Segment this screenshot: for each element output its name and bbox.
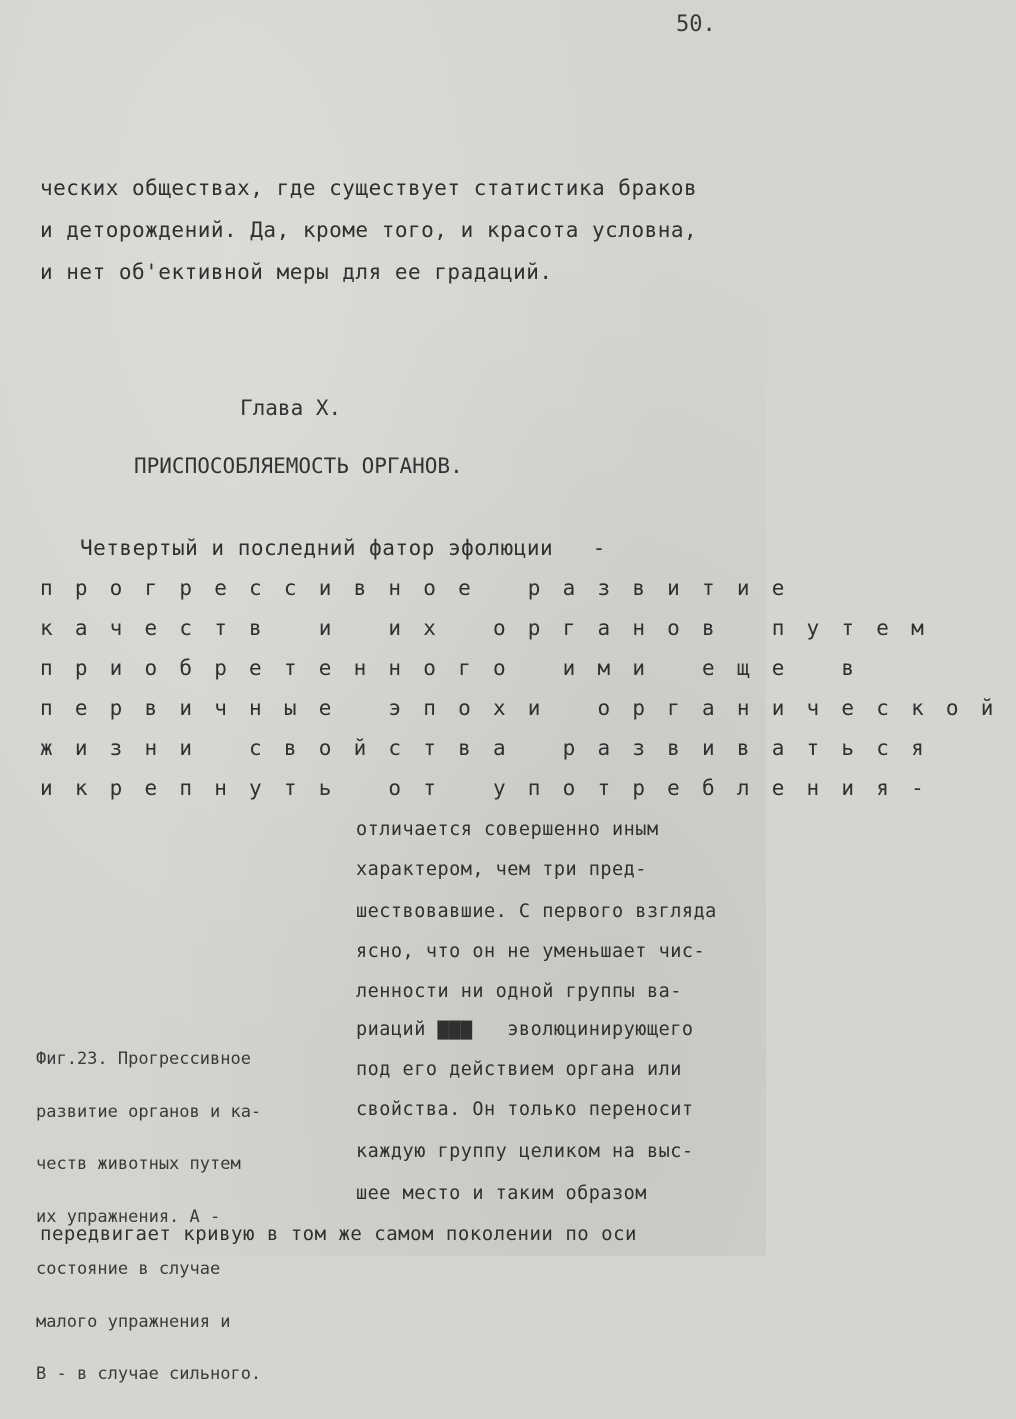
right-column-line-1: отличается совершенно иным: [356, 819, 659, 840]
text-line-2: и деторождений. Да, кроме того, и красота условна,: [40, 218, 698, 242]
spaced-line-2: качеств и их органов путем: [40, 616, 946, 640]
right-column-line-6: риаций ▇▇▇ эволюцинирующего: [356, 1019, 694, 1040]
right-column-line-3: шествовавшие. С первого взгляда: [356, 901, 717, 922]
figure-caption: [36, 1016, 346, 1419]
last-line: передвигает кривую в том же самом поколении по оси: [40, 1223, 637, 1245]
chapter-heading: Глава X.: [240, 396, 342, 420]
intro-line: Четвертый и последний фатор эфолюции -: [80, 536, 606, 560]
text-line-3: и нет об'ективной меры для ее градаций.: [40, 260, 553, 284]
spaced-line-5: жизни свойства развиваться: [40, 736, 946, 760]
caption-line-5: состояние в случае: [36, 1259, 221, 1279]
caption-line-3: честв животных путем: [36, 1154, 241, 1174]
right-column-line-9: каждую группу целиком на выс-: [356, 1141, 694, 1162]
right-column-line-2: характером, чем три пред-: [356, 859, 647, 880]
caption-line-4: их упражнения. А -: [36, 1206, 221, 1227]
caption-line-7: В - в случае сильного.: [36, 1364, 262, 1384]
spaced-line-4: первичные эпохи органической: [40, 696, 1016, 720]
right-column-line-8: свойства. Он только переносит: [356, 1099, 694, 1120]
right-column-line-10: шее место и таким образом: [356, 1183, 647, 1204]
right-column-line-4: ясно, что он не уменьшает чис-: [356, 941, 706, 962]
text-line-1: ческих обществах, где существует статистика браков: [40, 176, 698, 200]
chapter-title: ПРИСПОСОБЛЯЕМОСТЬ ОРГАНОВ.: [134, 454, 463, 478]
spaced-line-1: прогрессивное развитие: [40, 576, 807, 600]
caption-line-6: малого упражнения и: [36, 1311, 231, 1332]
spaced-line-3: приобретенного ими еще в: [40, 656, 877, 680]
caption-line-1: Фиг.23. Прогрессивное: [36, 1049, 251, 1069]
right-column-line-5: ленности ни одной группы ва-: [356, 981, 682, 1002]
page-number: 50.: [676, 12, 716, 37]
spaced-line-6: икрепнуть от употребления-: [40, 776, 946, 800]
right-column-line-7: под его действием органа или: [356, 1059, 682, 1080]
caption-line-2: развитие органов и ка-: [36, 1101, 262, 1122]
